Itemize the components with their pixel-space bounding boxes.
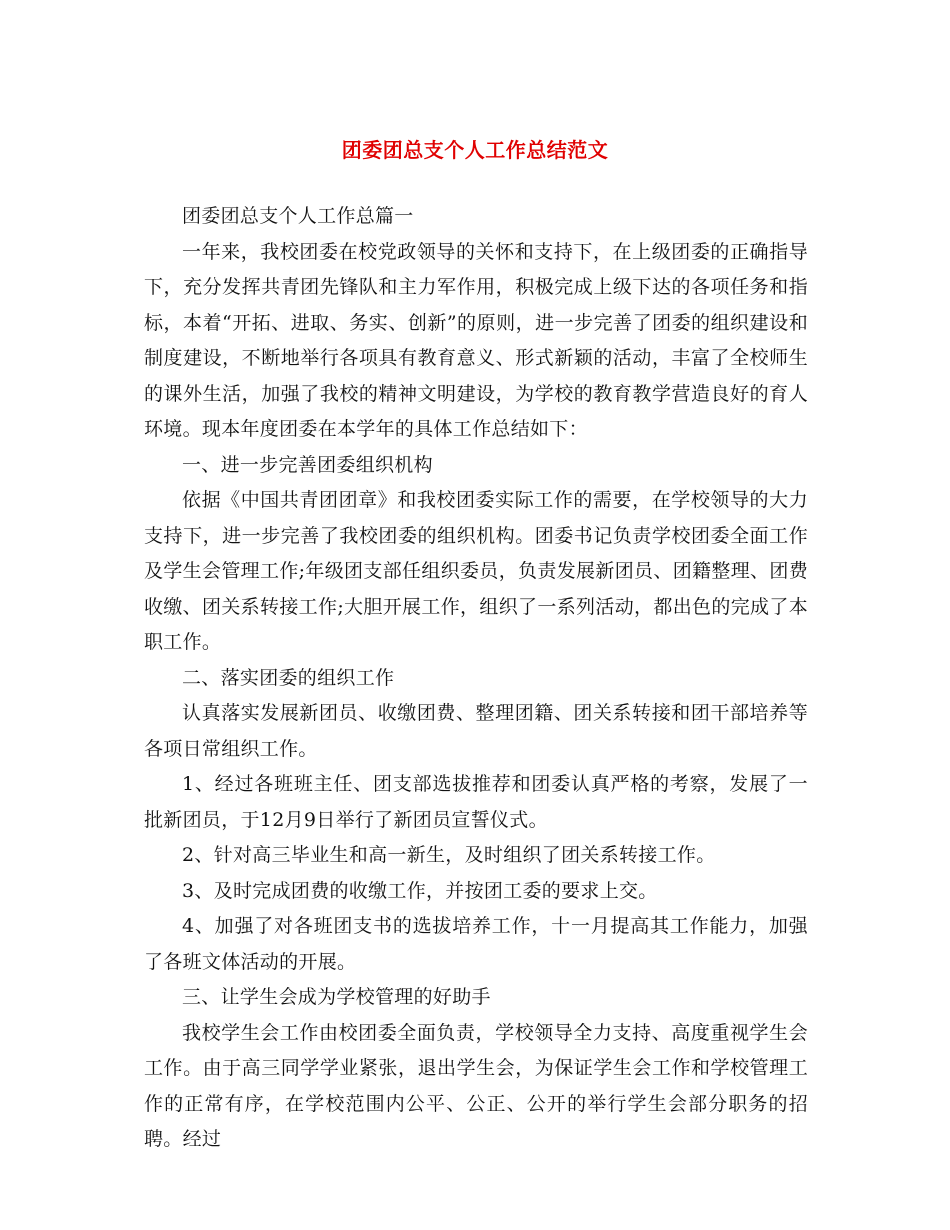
list-item-1: 1、经过各班班主任、团支部选拔推荐和团委认真严格的考察，发展了一批新团员，于12月9日举行了新团员宣誓仪式。 <box>144 773 808 831</box>
paragraph-heading-part-one: 团委团总支个人工作总篇一 <box>182 205 414 227</box>
section-heading-3: 三、让学生会成为学校管理的好助手 <box>182 986 491 1008</box>
list-item-3: 3、及时完成团费的收缴工作，并按团工委的要求上交。 <box>182 879 658 902</box>
paragraph-section-1: 依据《中国共青团团章》和我校团委实际工作的需要，在学校领导的大力支持下，进一步完善了我校团委的组织机构。团委书记负责学校团委全面工作及学生会管理工作;年级团支部任组织委员，负责发展新团员、团籍整理、团费收缴、团关系转接工作;大胆开展工作，组织了一系列活动，都出色的完成了本职工作。 <box>144 489 808 653</box>
paragraph-section-2: 认真落实发展新团员、收缴团费、整理团籍、团关系转接和团干部培养等各项日常组织工作。 <box>144 702 808 760</box>
document-title: 团委团总支个人工作总结范文 <box>341 138 609 162</box>
list-item-4: 4、加强了对各班团支书的选拔培养工作，十一月提高其工作能力，加强了各班文体活动的开展。 <box>144 915 808 973</box>
section-heading-1: 一、进一步完善团委组织机构 <box>182 453 433 476</box>
list-item-2: 2、针对高三毕业生和高一新生，及时组织了团关系转接工作。 <box>182 844 716 866</box>
section-heading-2: 二、落实团委的组织工作 <box>182 666 395 689</box>
paragraph-section-3: 我校学生会工作由校团委全面负责，学校领导全力支持、高度重视学生会工作。由于高三同学学业紧张，退出学生会，为保证学生会工作和学校管理工作的正常有序，在学校范围内公平、公正、公开的举行学生会部分职务的招聘。经过 <box>144 1021 808 1150</box>
document-body <box>144 199 808 1158</box>
paragraph-intro: 一年来，我校团委在校党政领导的关怀和支持下，在上级团委的正确指导下，充分发挥共青团先锋队和主力军作用，积极完成上级下达的各项任务和指标，本着“开拓、进取、务实、创新”的原则，进一步完善了团委的组织建设和制度建设，不断地举行各项具有教育意义、形式新颖的活动，丰富了全校师生的课外生活，加强了我校的精神文明建设，为学校的教育教学营造良好的育人环境。现本年度团委在本学年的具体工作总结如下： <box>144 240 808 440</box>
